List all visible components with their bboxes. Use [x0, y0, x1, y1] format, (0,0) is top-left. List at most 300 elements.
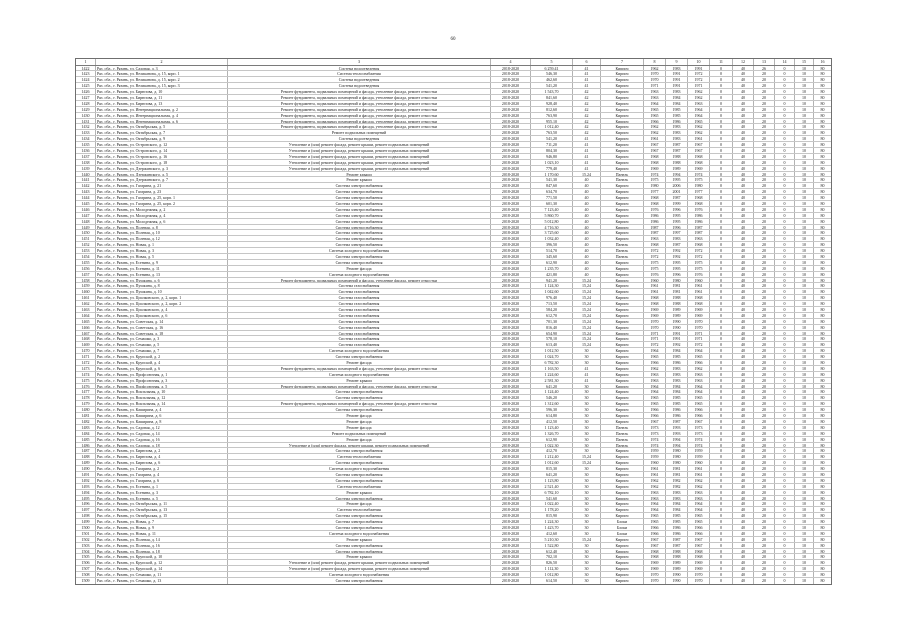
address-cell: Ряз. обл., г. Рязань, ул. Молодежная, д. 6: [96, 219, 228, 224]
work-type-cell: Утепление и (или) ремонт фасада, ремонт крыши, ремонт подвальных помещений: [228, 154, 491, 159]
column-14-cell: 0: [775, 77, 795, 82]
column-14-cell: 0: [775, 313, 795, 318]
column-6-cell: 40: [573, 260, 601, 265]
period-cell: 2018-2020: [491, 543, 531, 548]
column-16-cell: 80: [820, 424, 825, 430]
cost-cell: 763,90: [531, 113, 573, 118]
wall-material-cell: Кирпич: [601, 460, 644, 465]
column-15-cell: 10: [795, 119, 814, 124]
period-cell: 2018-2020: [491, 319, 531, 324]
work-type-cell: Система электроснабжения: [228, 389, 491, 394]
column-16-cell: 80: [820, 89, 825, 94]
column-11-cell: 0: [710, 501, 733, 506]
column-8-cell: 1963: [644, 95, 666, 100]
work-type-cell: Ремонт крыши: [228, 378, 491, 383]
column-11-cell: 0: [710, 236, 733, 241]
column-11-cell: 0: [710, 331, 733, 336]
wall-material-cell: Кирпич: [601, 389, 644, 394]
column-11-cell: 0: [710, 172, 733, 177]
column-6-cell: 15,24: [573, 325, 601, 330]
column-13-cell: 20: [754, 419, 775, 424]
column-15-cell: 10: [795, 519, 814, 524]
column-10-cell: 1969: [688, 307, 710, 312]
column-13-cell: 20: [754, 101, 775, 106]
column-13-cell: 20: [754, 172, 775, 177]
column-14-cell: 0: [775, 325, 795, 330]
column-16-cell: 80: [820, 318, 825, 324]
column-10-cell: 1961: [688, 289, 710, 294]
cost-cell: 6 782,10: [531, 490, 573, 495]
column-11-cell: 0: [710, 272, 733, 277]
wall-material-cell: Кирпич: [601, 236, 644, 241]
column-8-cell: 1965: [644, 107, 666, 112]
column-16-cell: 80: [820, 407, 825, 413]
column-11-cell: 0: [710, 443, 733, 448]
column-12-cell: 40: [733, 336, 754, 341]
address-cell: Ряз. обл., г. Рязань, ул. Октябрьская, д. 11: [96, 501, 228, 506]
column-14-cell: 0: [775, 360, 795, 365]
column-15-cell: 10: [795, 566, 814, 571]
row-number-cell: 1499: [76, 519, 96, 524]
column-16-cell: 80: [820, 401, 825, 407]
column-8-cell: 1968: [644, 295, 666, 300]
column-6-cell: 41: [573, 372, 601, 377]
period-cell: 2018-2020: [491, 107, 531, 112]
column-9-cell: 1995: [666, 266, 688, 271]
column-14-cell: 0: [775, 101, 795, 106]
cost-cell: 1 224,60: [531, 372, 573, 377]
column-8-cell: 1968: [644, 549, 666, 554]
column-number-header: 16: [820, 59, 825, 64]
work-type-cell: Утепление и (или) ремонт фасада, ремонт крыши, ремонт подвальных помещений: [228, 142, 491, 147]
address-cell: Ряз. обл., г. Рязань, ул. Есенина, д. 9: [96, 260, 228, 265]
column-9-cell: 1994: [666, 172, 688, 177]
address-cell: Ряз. обл., г. Рязань, ул. Дзержинского, д. 7: [96, 177, 228, 182]
column-14-cell: 0: [775, 560, 795, 565]
column-10-cell: 1960: [688, 278, 710, 283]
column-15-cell: 10: [795, 401, 814, 406]
column-10-cell: 1962: [688, 124, 710, 129]
column-14-cell: 0: [775, 496, 795, 501]
cost-cell: 514,70: [531, 248, 573, 253]
period-cell: 2018-2020: [491, 549, 531, 554]
work-type-cell: Система электроснабжения: [228, 189, 491, 194]
work-type-cell: Система холодного водоснабжения: [228, 272, 491, 277]
wall-material-cell: Кирпич: [601, 107, 644, 112]
column-number-header: 1: [76, 59, 96, 65]
address-cell: Ряз. обл., г. Рязань, ул. Островского, д. 16: [96, 154, 228, 159]
column-10-cell: 1966: [688, 413, 710, 418]
work-type-cell: Утепление и (или) ремонт фасада, ремонт крыши, ремонт подвальных помещений: [228, 166, 491, 171]
wall-material-cell: Кирпич: [601, 83, 644, 88]
column-6-cell: 42: [573, 107, 601, 112]
column-6-cell: 30: [573, 448, 601, 453]
column-6-cell: 30: [573, 531, 601, 536]
work-type-cell: Система водоотведения: [228, 83, 491, 88]
column-12-cell: 40: [733, 419, 754, 424]
column-6-cell: 15,24: [573, 336, 601, 341]
column-13-cell: 20: [754, 460, 775, 465]
address-cell: Ряз. обл., г. Рязань, ул. Семашко, д. 13: [96, 578, 228, 584]
column-14-cell: 0: [775, 183, 795, 188]
cost-cell: 584,20: [531, 307, 573, 312]
work-type-cell: Система водоотведения: [228, 66, 491, 71]
column-14-cell: 0: [775, 478, 795, 483]
column-13-cell: 20: [754, 401, 775, 406]
cost-cell: 601,30: [531, 201, 573, 206]
work-type-cell: Ремонт фундамента, подвальных помещений и фасада, утепление фасада, ремонт отмостки: [228, 119, 491, 124]
column-15-cell: 10: [795, 101, 814, 106]
column-14-cell: 0: [775, 431, 795, 436]
column-16-cell: 80: [820, 65, 825, 71]
work-type-cell: Система холодного водоснабжения: [228, 348, 491, 353]
period-cell: 2018-2020: [491, 278, 531, 283]
column-11-cell: 0: [710, 549, 733, 554]
column-13-cell: 20: [754, 566, 775, 571]
column-11-cell: 0: [710, 295, 733, 300]
column-14-cell: 0: [775, 507, 795, 512]
column-9-cell: 1989: [666, 307, 688, 312]
column-14-cell: 0: [775, 189, 795, 194]
column-8-cell: 1964: [644, 384, 666, 389]
column-13-cell: 20: [754, 472, 775, 477]
cost-cell: 941,20: [531, 278, 573, 283]
column-11-cell: 0: [710, 325, 733, 330]
wall-material-cell: Кирпич: [601, 325, 644, 330]
column-6-cell: 41: [573, 142, 601, 147]
column-16-cell: 80: [820, 142, 825, 147]
column-15-cell: 10: [795, 543, 814, 548]
cost-cell: 654,90: [531, 331, 573, 336]
column-9-cell: 1985: [666, 513, 688, 518]
column-14-cell: 0: [775, 213, 795, 218]
column-8-cell: 1964: [644, 507, 666, 512]
column-6-cell: 30: [573, 501, 601, 506]
cost-cell: 1 012,40: [531, 124, 573, 129]
column-15-cell: 10: [795, 389, 814, 394]
wall-material-cell: Кирпич: [601, 77, 644, 82]
cost-cell: 816,40: [531, 325, 573, 330]
column-15-cell: 10: [795, 242, 814, 247]
period-cell: 2018-2020: [491, 148, 531, 153]
cost-cell: 5 860,70: [531, 213, 573, 218]
column-12-cell: 40: [733, 431, 754, 436]
column-16-cell: 80: [820, 354, 825, 360]
period-cell: 2018-2020: [491, 219, 531, 224]
column-13-cell: 20: [754, 266, 775, 271]
column-15-cell: 10: [795, 201, 814, 206]
address-cell: Ряз. обл., г. Рязань, ул. Советская, д. 14: [96, 319, 228, 324]
wall-material-cell: Кирпич: [601, 413, 644, 418]
column-12-cell: 40: [733, 283, 754, 288]
column-9-cell: 1996: [666, 272, 688, 277]
column-14-cell: 0: [775, 413, 795, 418]
column-11-cell: 0: [710, 460, 733, 465]
column-15-cell: 10: [795, 248, 814, 253]
column-8-cell: 1968: [644, 301, 666, 306]
column-11-cell: 0: [710, 278, 733, 283]
column-8-cell: 1976: [644, 272, 666, 277]
column-11-cell: 0: [710, 230, 733, 235]
period-cell: 2018-2020: [491, 130, 531, 135]
address-cell: Ряз. обл., г. Рязань, ул. Вокзальная, д. 14: [96, 401, 228, 406]
address-cell: Ряз. обл., г. Рязань, ул. Гагарина, д. 21: [96, 183, 228, 188]
column-13-cell: 20: [754, 478, 775, 483]
column-9-cell: 1990: [666, 319, 688, 324]
column-8-cell: 1973: [644, 431, 666, 436]
column-10-cell: 1967: [688, 142, 710, 147]
address-cell: Ряз. обл., г. Рязань, ул. Полевая, д. 18: [96, 549, 228, 554]
wall-material-cell: Кирпич: [601, 490, 644, 495]
column-8-cell: 1975: [644, 177, 666, 182]
address-cell: Ряз. обл., г. Рязань, ул. Великанова, д. 15, корп. 2: [96, 77, 228, 82]
work-type-cell: Ремонт фундамента, подвальных помещений и фасада, утепление фасада, ремонт отмостки: [228, 366, 491, 371]
column-12-cell: 40: [733, 130, 754, 135]
address-cell: Ряз. обл., г. Рязань, ул. Вокзальная, д. 12: [96, 395, 228, 400]
work-type-cell: Система газоснабжения: [228, 331, 491, 336]
column-13-cell: 20: [754, 554, 775, 559]
column-8-cell: 1965: [644, 519, 666, 524]
wall-material-cell: Панель: [601, 248, 644, 253]
wall-material-cell: Кирпич: [601, 501, 644, 506]
work-type-cell: Система электроснабжения: [228, 496, 491, 501]
wall-material-cell: Кирпич: [601, 154, 644, 159]
wall-material-cell: Кирпич: [601, 513, 644, 518]
period-cell: 2018-2020: [491, 124, 531, 129]
work-type-cell: Система холодного водоснабжения: [228, 466, 491, 471]
row-number-cell: 1464: [76, 313, 96, 318]
column-6-cell: 30: [573, 395, 601, 400]
column-10-cell: 1969: [688, 566, 710, 571]
row-number-cell: 1467: [76, 331, 96, 336]
row-number-cell: 1493: [76, 484, 96, 489]
work-type-cell: Система холодного водоснабжения: [228, 531, 491, 536]
wall-material-cell: Кирпич: [601, 289, 644, 294]
period-cell: 2018-2020: [491, 195, 531, 200]
column-16-cell: 80: [820, 165, 825, 171]
column-14-cell: 0: [775, 142, 795, 147]
column-8-cell: 1964: [644, 101, 666, 106]
column-6-cell: 30: [573, 348, 601, 353]
address-cell: Ряз. обл., г. Рязань, ул. Циолковского, д. 2, корп. 1: [96, 295, 228, 300]
cost-cell: 1 123,40: [531, 425, 573, 430]
row-number-cell: 1492: [76, 478, 96, 483]
address-cell: Ряз. обл., г. Рязань, ул. Бирюзова, д. 10: [96, 89, 228, 94]
period-cell: 2018-2020: [491, 401, 531, 406]
column-12-cell: 40: [733, 348, 754, 353]
column-9-cell: 1991: [666, 71, 688, 76]
work-type-cell: Система газоснабжения: [228, 313, 491, 318]
column-12-cell: 40: [733, 307, 754, 312]
column-11-cell: 0: [710, 142, 733, 147]
column-10-cell: 1962: [688, 95, 710, 100]
column-8-cell: 1961: [644, 136, 666, 141]
address-cell: Ряз. обл., г. Рязань, ул. Гагарина, д. 4: [96, 472, 228, 477]
column-6-cell: 15,24: [573, 460, 601, 465]
column-10-cell: 1972: [688, 77, 710, 82]
period-cell: 2018-2020: [491, 478, 531, 483]
column-13-cell: 20: [754, 89, 775, 94]
column-8-cell: 1959: [644, 448, 666, 453]
wall-material-cell: Кирпич: [601, 195, 644, 200]
column-13-cell: 20: [754, 160, 775, 165]
column-12-cell: 40: [733, 366, 754, 371]
address-cell: Ряз. обл., г. Рязань, ул. Новая, д. 11: [96, 531, 228, 536]
column-8-cell: 1970: [644, 578, 666, 584]
wall-material-cell: Кирпич: [601, 66, 644, 71]
work-type-cell: Система водоотведения: [228, 77, 491, 82]
column-6-cell: 42: [573, 95, 601, 100]
column-6-cell: 30: [573, 443, 601, 448]
column-16-cell: 80: [820, 71, 825, 77]
column-15-cell: 10: [795, 407, 814, 412]
column-6-cell: 30: [573, 543, 601, 548]
column-15-cell: 10: [795, 113, 814, 118]
column-6-cell: 15,24: [573, 331, 601, 336]
column-10-cell: 1964: [688, 501, 710, 506]
period-cell: 2018-2020: [491, 448, 531, 453]
row-number-cell: 1445: [76, 201, 96, 206]
column-14-cell: 0: [775, 407, 795, 412]
period-cell: 2018-2020: [491, 389, 531, 394]
column-6-cell: 41: [573, 83, 601, 88]
column-9-cell: 1987: [666, 419, 688, 424]
column-9-cell: 1983: [666, 378, 688, 383]
address-cell: Ряз. обл., г. Рязань, ул. Семашко, д. 5: [96, 342, 228, 347]
column-13-cell: 20: [754, 454, 775, 459]
row-number-cell: 1495: [76, 496, 96, 501]
address-cell: Ряз. обл., г. Рязань, ул. Гагарина, д. 25, корп. 2: [96, 201, 228, 206]
column-10-cell: 1968: [688, 242, 710, 247]
column-15-cell: 10: [795, 278, 814, 283]
column-16-cell: 80: [820, 112, 825, 118]
cost-cell: 641,20: [531, 472, 573, 477]
column-13-cell: 20: [754, 348, 775, 353]
column-6-cell: 40: [573, 242, 601, 247]
column-13-cell: 20: [754, 342, 775, 347]
column-9-cell: 1983: [666, 236, 688, 241]
address-cell: Ряз. обл., г. Рязань, ул. Молодежная, д. 4: [96, 213, 228, 218]
wall-material-cell: Кирпич: [601, 136, 644, 141]
column-6-cell: 42: [573, 124, 601, 129]
column-11-cell: 0: [710, 531, 733, 536]
column-8-cell: 1965: [644, 354, 666, 359]
row-number-cell: 1506: [76, 560, 96, 565]
column-15-cell: 10: [795, 148, 814, 153]
period-cell: 2018-2020: [491, 142, 531, 147]
column-12-cell: 40: [733, 531, 754, 536]
column-number-header: 8: [644, 59, 666, 65]
cost-cell: 1 124,30: [531, 283, 573, 288]
address-cell: Ряз. обл., г. Рязань, ул. Садовая, д. 16: [96, 437, 228, 442]
column-14-cell: 0: [775, 336, 795, 341]
column-16-cell: 80: [820, 530, 825, 536]
period-cell: 2018-2020: [491, 101, 531, 106]
column-11-cell: 0: [710, 336, 733, 341]
column-15-cell: 10: [795, 272, 814, 277]
column-6-cell: 41: [573, 154, 601, 159]
column-8-cell: 1968: [644, 160, 666, 165]
column-13-cell: 20: [754, 537, 775, 542]
column-10-cell: 1986: [688, 213, 710, 218]
column-16-cell: 80: [820, 159, 825, 165]
row-number-cell: 1479: [76, 401, 96, 406]
column-6-cell: 42: [573, 113, 601, 118]
wall-material-cell: Кирпич: [601, 566, 644, 571]
column-13-cell: 20: [754, 560, 775, 565]
column-14-cell: 0: [775, 466, 795, 471]
column-8-cell: 1963: [644, 372, 666, 377]
column-15-cell: 10: [795, 531, 814, 536]
column-11-cell: 0: [710, 560, 733, 565]
row-number-cell: 1450: [76, 230, 96, 235]
column-13-cell: 20: [754, 230, 775, 235]
wall-material-cell: Кирпич: [601, 372, 644, 377]
work-type-cell: Ремонт крыши: [228, 177, 491, 182]
column-15-cell: 10: [795, 578, 814, 584]
period-cell: 2018-2020: [491, 89, 531, 94]
column-12-cell: 40: [733, 160, 754, 165]
work-type-cell: Утепление и (или) ремонт фасада, ремонт крыши, ремонт подвальных помещений: [228, 566, 491, 571]
period-cell: 2018-2020: [491, 336, 531, 341]
column-15-cell: 10: [795, 172, 814, 177]
column-8-cell: 1962: [644, 124, 666, 129]
row-number-cell: 1452: [76, 242, 96, 247]
cost-cell: 1 023,10: [531, 160, 573, 165]
cost-cell: 546,30: [531, 71, 573, 76]
column-11-cell: 0: [710, 354, 733, 359]
address-cell: Ряз. обл., г. Рязань, ул. Семашко, д. 11: [96, 572, 228, 577]
row-number-cell: 1423: [76, 71, 96, 76]
wall-material-cell: Кирпич: [601, 484, 644, 489]
row-number-cell: 1424: [76, 77, 96, 82]
column-15-cell: 10: [795, 496, 814, 501]
column-10-cell: 1966: [688, 525, 710, 530]
column-10-cell: 1968: [688, 301, 710, 306]
period-cell: 2018-2020: [491, 413, 531, 418]
column-6-cell: 30: [573, 554, 601, 559]
row-number-cell: 1444: [76, 195, 96, 200]
column-10-cell: 1970: [688, 325, 710, 330]
column-12-cell: 40: [733, 260, 754, 265]
address-cell: Ряз. обл., г. Рязань, ул. Пушкина, д. 8: [96, 283, 228, 288]
column-12-cell: 40: [733, 177, 754, 182]
address-cell: Ряз. обл., г. Рязань, ул. Новая, д. 9: [96, 525, 228, 530]
wall-material-cell: Кирпич: [601, 348, 644, 353]
wall-material-cell: Кирпич: [601, 295, 644, 300]
address-cell: Ряз. обл., г. Рязань, ул. Октябрьская, д. 9: [96, 136, 228, 141]
column-14-cell: 0: [775, 295, 795, 300]
column-6-cell: 30: [573, 525, 601, 530]
row-number-cell: 1451: [76, 236, 96, 241]
address-cell: Ряз. обл., г. Рязань, ул. Семашко, д. 7: [96, 348, 228, 353]
cost-cell: 613,40: [531, 342, 573, 347]
address-cell: Ряз. обл., г. Рязань, ул. Великанова, д. 15, корп. 3: [96, 83, 228, 88]
column-10-cell: 1969: [688, 560, 710, 565]
column-6-cell: 15,24: [573, 278, 601, 283]
column-8-cell: 1987: [644, 230, 666, 235]
address-cell: Ряз. обл., г. Рязань, ул. Островского, д. 18: [96, 160, 228, 165]
column-15-cell: 10: [795, 260, 814, 265]
column-11-cell: 0: [710, 389, 733, 394]
address-cell: Ряз. обл., г. Рязань, ул. Садовая, д. 14: [96, 431, 228, 436]
column-11-cell: 0: [710, 183, 733, 188]
column-16-cell: 80: [820, 283, 825, 289]
wall-material-cell: Кирпич: [601, 113, 644, 118]
column-16-cell: 80: [820, 77, 825, 83]
column-10-cell: 1962: [688, 89, 710, 94]
column-8-cell: 1977: [644, 189, 666, 194]
